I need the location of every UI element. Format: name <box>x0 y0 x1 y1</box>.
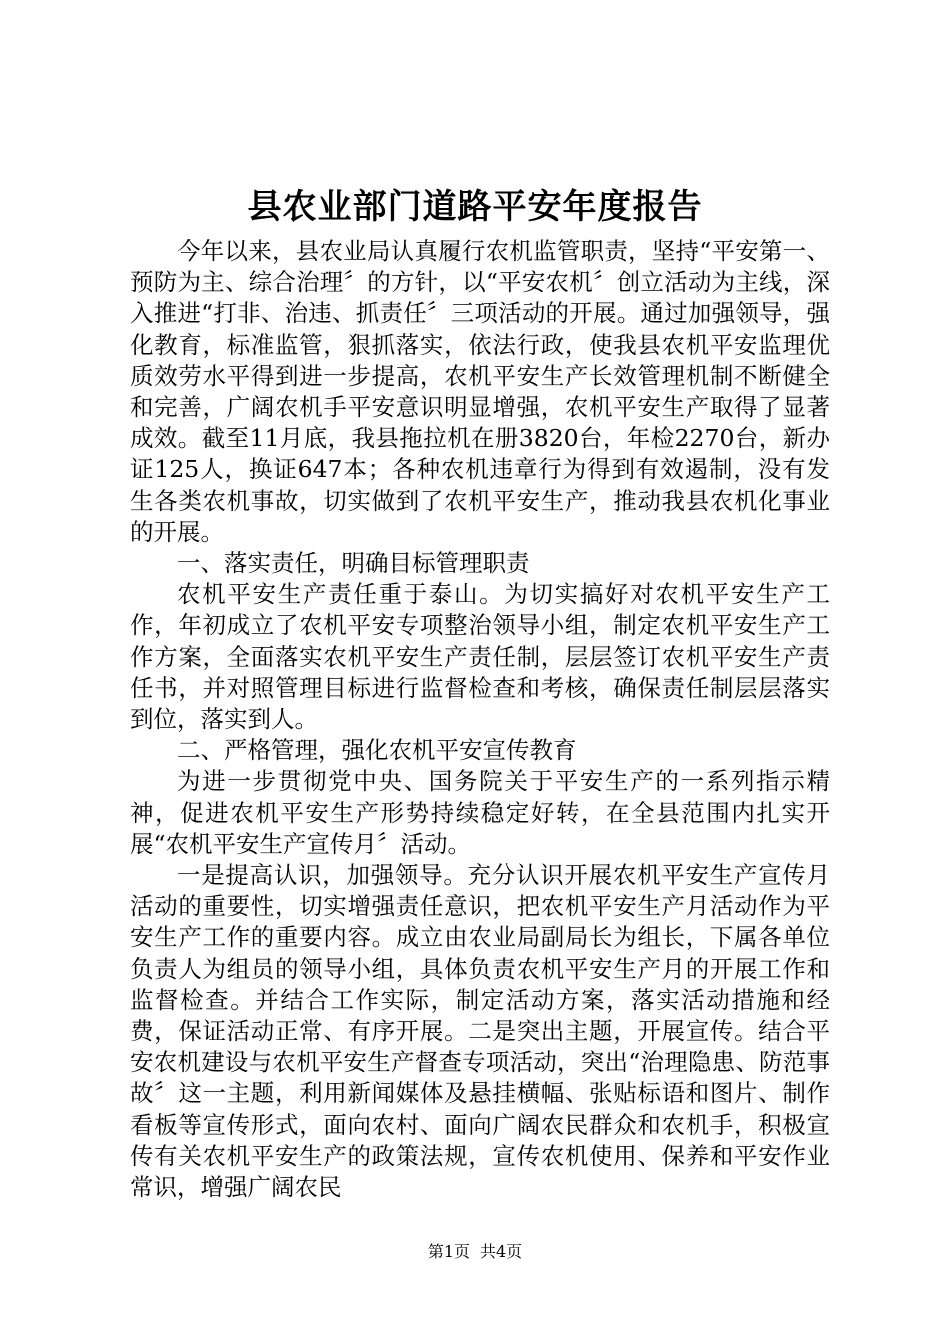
document-title: 县农业部门道路平安年度报告 <box>247 187 703 227</box>
paragraph-intro: 今年以来，县农业局认真履行农机监管职责，坚持“平安第一、预防为主、综合治理〞的方针，以“平安农机〞创立活动为主线，深入推进“打非、治违、抓责任〞三项活动的开展。通过加强领导，强化教育，标准监管，狠抓落实，依法行政，使我县农机平安监理优质效劳水平得到进一步提高，农机平安生产长效管理机制不断健全和完善，广阔农机手平安意识明显增强，农机平安生产取得了显著成效。截至11月底，我县拖拉机在册3820台，年检2270台，新办证125人，换证647本；各种农机违章行为得到有效遏制，没有发生各类农机事故，切实做到了农机平安生产，推动我县农机化事业的开展。 <box>130 237 830 546</box>
page-number: 第1页 <box>427 1242 470 1261</box>
section-heading-2: 二、严格管理，强化农机平安宣传教育 <box>177 736 577 765</box>
page-total: 共4页 <box>480 1242 523 1261</box>
paragraph-section-2-detail: 一是提高认识，加强领导。充分认识开展农机平安生产宣传月活动的重要性，切实增强责任意识，把农机平安生产月活动作为平安生产工作的重要内容。成立由农业局副局长为组长，下属各单位负责人为组员的领导小组，具体负责农机平安生产月的开展工作和监督检查。并结合工作实际，制定活动方案，落实活动措施和经费，保证活动正常、有序开展。二是突出主题，开展宣传。结合平安农机建设与农机平安生产督查专项活动，突出“治理隐患、防范事故〞这一主题，利用新闻媒体及悬挂横幅、张贴标语和图片、制作看板等宣传形式，面向农村、面向广阔农民群众和农机手，积极宣传有关农机平安生产的政策法规，宣传农机使用、保养和平安作业常识，增强广阔农民 <box>130 861 830 1202</box>
paragraph-section-2-intro: 为进一步贯彻党中央、国务院关于平安生产的一系列指示精神，促进农机平安生产形势持续稳定好转，在全县范围内扎实开展“农机平安生产宣传月〞活动。 <box>130 767 830 858</box>
document-body <box>130 236 830 1203</box>
page-footer <box>0 1241 950 1263</box>
section-heading-1: 一、落实责任，明确目标管理职责 <box>177 549 530 578</box>
paragraph-section-1: 农机平安生产责任重于泰山。为切实搞好对农机平安生产工作，年初成立了农机平安专项整治领导小组，制定农机平安生产工作方案，全面落实农机平安生产责任制，层层签订农机平安生产责任书，并对照管理目标进行监督检查和考核，确保责任制层层落实到位，落实到人。 <box>130 580 830 734</box>
